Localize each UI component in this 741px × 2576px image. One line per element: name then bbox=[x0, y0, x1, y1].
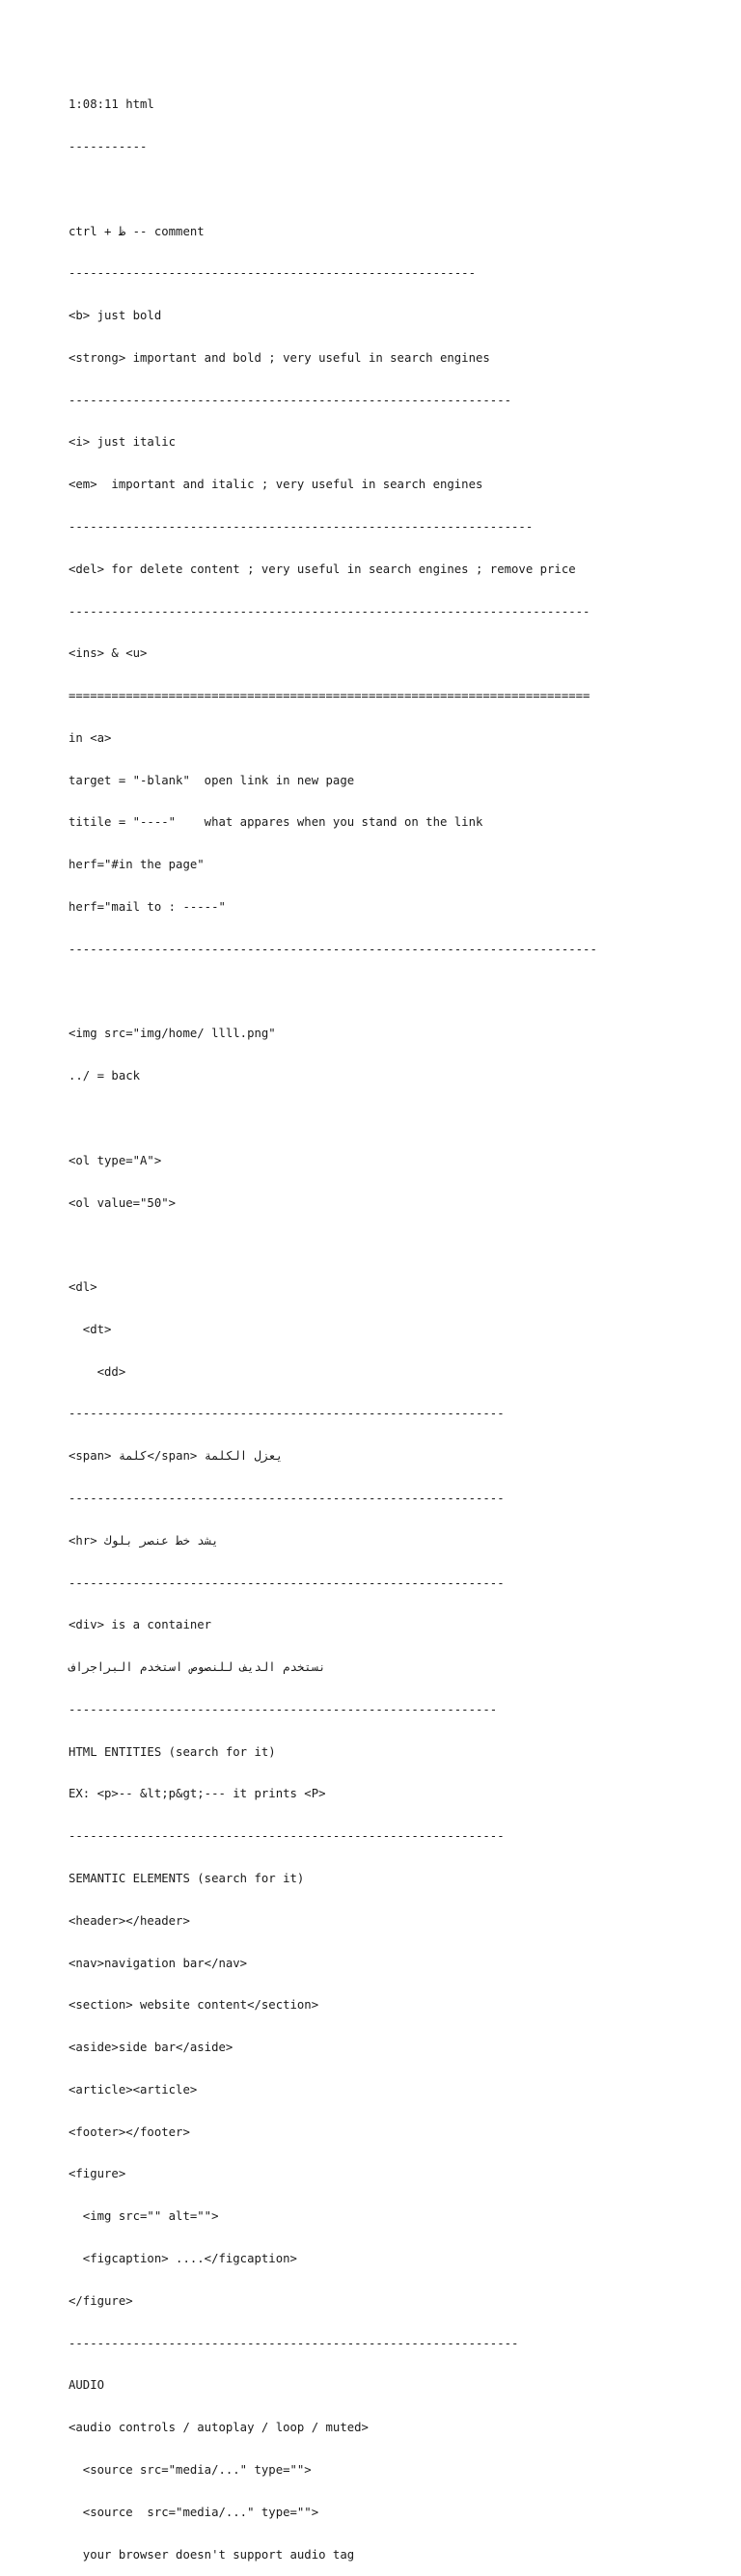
text-line: your browser doesn't support audio tag bbox=[69, 2547, 355, 2562]
text-line: <ol type="A"> bbox=[69, 1153, 162, 1167]
text-line: ../ = back bbox=[69, 1069, 141, 1083]
blank-line bbox=[69, 985, 725, 1000]
document-text bbox=[69, 69, 725, 2576]
divider-line: ----------------------------------------------------------------- bbox=[69, 520, 534, 534]
text-line: <article><article> bbox=[69, 2082, 198, 2096]
divider-line: ----------- bbox=[69, 139, 148, 153]
text-line: HTML ENTITIES (search for it) bbox=[69, 1744, 276, 1759]
blank-line bbox=[69, 1111, 725, 1126]
text-line: <div> is a container bbox=[69, 1618, 212, 1632]
text-line: <audio controls / autoplay / loop / muted> bbox=[69, 2421, 369, 2435]
divider-line: -------------------------------------------------------------- bbox=[69, 393, 512, 407]
text-line: <section> website content</section> bbox=[69, 1998, 319, 2013]
text-line: <figcaption> ....</figcaption> bbox=[69, 2252, 297, 2266]
divider-line: --------------------------------------------------------- bbox=[69, 266, 476, 281]
text-line: 1:08:11 html bbox=[69, 97, 154, 112]
text-line: <source src="media/..." type=""> bbox=[69, 2505, 319, 2519]
divider-line: ========================================================================= bbox=[69, 689, 590, 703]
text-line: <hr> يشد خط عنصر بلوك bbox=[69, 1533, 219, 1548]
text-line: <ins> & <u> bbox=[69, 646, 148, 661]
text-line: AUDIO bbox=[69, 2378, 105, 2393]
text-line: EX: <p>-- &lt;p&gt;--- it prints <P> bbox=[69, 1787, 326, 1801]
divider-line: ------------------------------------------------------------- bbox=[69, 1829, 505, 1844]
text-line: <img src="" alt=""> bbox=[69, 2209, 219, 2224]
text-line: herf="#in the page" bbox=[69, 858, 205, 872]
text-line: <img src="img/home/ llll.png" bbox=[69, 1027, 276, 1041]
text-line: <source src="media/..." type=""> bbox=[69, 2462, 312, 2477]
text-line: <header></header> bbox=[69, 1913, 190, 1928]
text-line: نستخدم الديف للنصوص استخدم البراجراف bbox=[69, 1660, 326, 1675]
text-line: <b> just bold bbox=[69, 309, 162, 323]
text-line: titile = "----" what appares when you stand on the link bbox=[69, 815, 483, 830]
text-line: <figure> bbox=[69, 2167, 126, 2181]
text-line: <i> just italic bbox=[69, 435, 177, 450]
text-line: <em> important and italic ; very useful in search engines bbox=[69, 478, 483, 492]
divider-line: ------------------------------------------------------------------------- bbox=[69, 604, 590, 618]
text-line: herf="mail to : -----" bbox=[69, 900, 226, 915]
text-line: <strong> important and bold ; very useful in search engines bbox=[69, 350, 490, 365]
divider-line: ------------------------------------------------------------- bbox=[69, 1407, 505, 1421]
text-line: in <a> bbox=[69, 730, 112, 745]
text-line: <del> for delete content ; very useful in search engines ; remove price bbox=[69, 562, 576, 576]
text-line: <dd> bbox=[69, 1364, 126, 1379]
text-line: <dl> bbox=[69, 1280, 97, 1295]
divider-line: -------------------------------------------------------------------------- bbox=[69, 942, 597, 956]
text-line: <nav>navigation bar</nav> bbox=[69, 1956, 248, 1970]
text-line: <footer></footer> bbox=[69, 2124, 190, 2139]
text-line: <span> كلمة</span> يعزل الكلمة bbox=[69, 1449, 284, 1464]
text-line: target = "-blank" open link in new page bbox=[69, 773, 355, 787]
divider-line: ------------------------------------------------------------- bbox=[69, 1576, 505, 1590]
text-line: <ol value="50"> bbox=[69, 1195, 177, 1210]
text-line: <dt> bbox=[69, 1322, 112, 1336]
text-line: SEMANTIC ELEMENTS (search for it) bbox=[69, 1872, 305, 1885]
blank-line bbox=[69, 182, 725, 197]
text-line: <aside>side bar</aside> bbox=[69, 2041, 233, 2055]
divider-line: ------------------------------------------------------------- bbox=[69, 1491, 505, 1505]
divider-line: --------------------------------------------------------------- bbox=[69, 2336, 519, 2350]
text-line: </figure> bbox=[69, 2293, 133, 2308]
blank-line bbox=[69, 1238, 725, 1252]
divider-line: ------------------------------------------------------------ bbox=[69, 1702, 498, 1716]
text-line: ctrl + ظ -- comment bbox=[69, 224, 205, 238]
